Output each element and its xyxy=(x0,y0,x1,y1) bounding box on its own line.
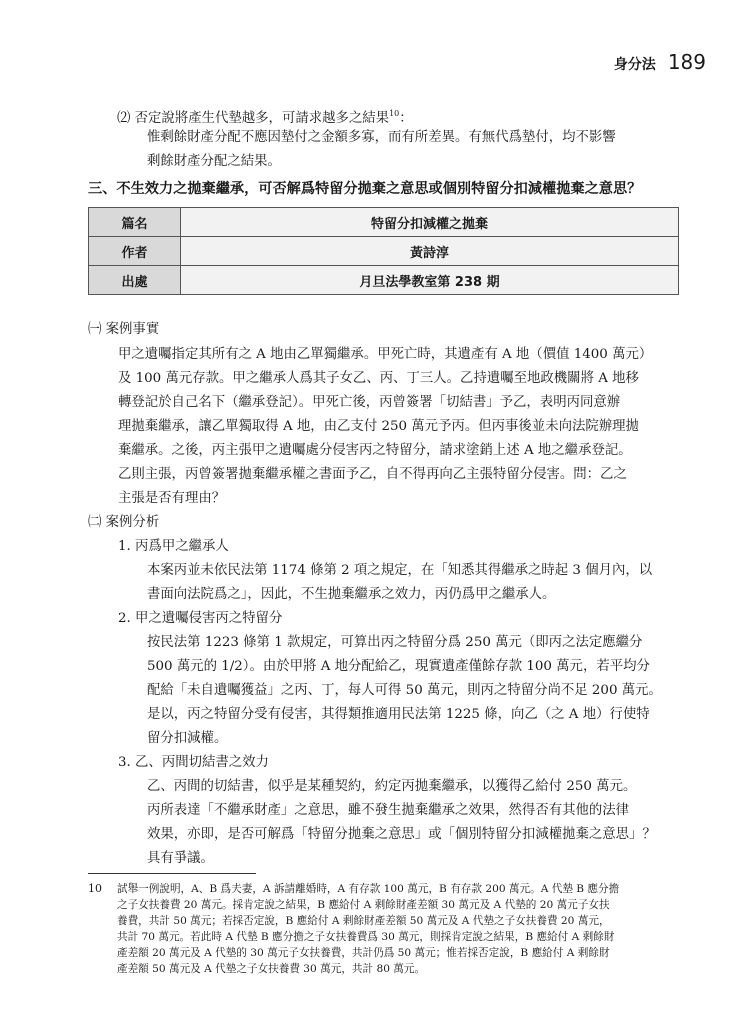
point-line: 是以，丙之特留分受有侵害，其得類推適用民法第 1225 條，向乙（之 A 地）行使特 xyxy=(147,707,650,722)
table-value: 月旦法學教室第 238 期 xyxy=(181,266,679,295)
point-line: 書面向法院爲之」，因此，不生拋棄繼承之效力，丙仍爲甲之繼承人。 xyxy=(147,587,556,602)
page-number: 189 xyxy=(667,50,706,74)
table-key: 出處 xyxy=(89,266,181,295)
facts-line: 轉登記於自己名下（繼承登記）。甲死亡後，丙曾簽署「切結書」予乙，表明丙同意辦 xyxy=(118,395,621,410)
footnote-line: 試舉一例說明，A、B 爲夫妻，A 訴請離婚時，A 有存款 100 萬元，B 有存款 200 萬元。A 代墊 B 應分擔 xyxy=(117,883,620,895)
point-line: 乙、丙間的切結書，似乎是某種契約，約定丙拋棄繼承，以獲得乙給付 250 萬元。 xyxy=(147,779,637,794)
running-header xyxy=(614,50,706,74)
footnote-ref[interactable]: 10 xyxy=(389,109,400,118)
point-line: 配給「未自遺囑獲益」之丙、丁，每人可得 50 萬元，則丙之特留分尚不足 200 萬元。 xyxy=(147,683,662,698)
section-title: 三、不生效力之拋棄繼承，可否解爲特留分拋棄之意思或個別特留分扣減權拋棄之意思？ xyxy=(88,181,642,197)
source-table xyxy=(88,207,679,295)
facts-line: 及 100 萬元存款。甲之繼承人爲其子女乙、丙、丁三人。乙持遺囑至地政機關將 A 地移 xyxy=(118,371,639,386)
item2-line3: 剩餘財產分配之結果。 xyxy=(147,154,281,169)
item2-label: ⑵ xyxy=(117,111,131,126)
table-row xyxy=(89,266,679,295)
point-title: 3. 乙、丙間切結書之效力 xyxy=(118,755,269,770)
table-row xyxy=(89,208,679,237)
point-line: 丙所表達「不繼承財產」之意思，雖不發生拋棄繼承之效果，然得否有其他的法律 xyxy=(147,803,630,818)
facts-line: 棄繼承。之後，丙主張甲之遺囑處分侵害丙之特留分，請求塗銷上述 A 地之繼承登記。 xyxy=(118,443,632,458)
point-line: 本案丙並未依民法第 1174 條第 2 項之規定，在「知悉其得繼承之時起 3 個月內，以 xyxy=(147,563,653,578)
table-row xyxy=(89,237,679,266)
table-value: 黃詩淳 xyxy=(181,237,679,266)
point-line: 具有爭議。 xyxy=(147,851,214,866)
footnote-line: 產差額 20 萬元及 A 代墊的 30 萬元子女扶養費，共計仍爲 50 萬元；惟若採否定說，B 應給付 A 剩餘財 xyxy=(117,947,610,959)
footnote-number: 10 xyxy=(88,882,102,895)
table-key: 篇名 xyxy=(89,208,181,237)
footnote-line: 產差額 50 萬元及 A 代墊之子女扶養費 30 萬元，共計 80 萬元。 xyxy=(117,963,426,975)
point-line: 效果，亦即，是否可解爲「特留分拋棄之意思」或「個別特留分扣減權拋棄之意思」？ xyxy=(147,827,656,842)
point-line: 500 萬元的 1/2）。由於甲將 A 地分配給乙，現實遺產僅餘存款 100 萬元，若平均分 xyxy=(147,659,650,674)
table-value: 特留分扣減權之拋棄 xyxy=(181,208,679,237)
facts-heading: ㈠ 案例事實 xyxy=(88,322,160,337)
footnote-line: 養費，共計 50 萬元；若採否定說，B 應給付 A 剩餘財產差額 50 萬元及 A 代墊之子女扶養費 20 萬元， xyxy=(117,915,610,927)
table-key: 作者 xyxy=(89,237,181,266)
header-law-name: 身分法 xyxy=(613,57,656,73)
footnote-divider xyxy=(88,873,256,874)
item2-line1 xyxy=(117,104,413,129)
footnote-line: 共計 70 萬元。若此時 A 代墊 B 應分擔之子女扶養費爲 30 萬元，則採肯定說之結果，B 應給付 A 剩餘財 xyxy=(117,931,615,943)
item2-line2: 惟剩餘財產分配不應因墊付之金額多寡，而有所差異。有無代爲墊付，均不影響 xyxy=(147,130,616,145)
point-line: 按民法第 1223 條第 1 款規定，可算出丙之特留分爲 250 萬元（即丙之法定應繼分 xyxy=(147,635,643,650)
facts-line: 主張是否有理由？ xyxy=(118,491,226,506)
footnote-line: 之子女扶養費 20 萬元。採肯定說之結果，B 應給付 A 剩餘財產差額 30 萬元及 A 代墊的 20 萬元子女扶 xyxy=(117,899,610,911)
facts-line: 理拋棄繼承，讓乙單獨取得 A 地，由乙支付 250 萬元予丙。但丙事後並未向法院辦理拋 xyxy=(118,419,639,434)
analysis-heading: ㈡ 案例分析 xyxy=(88,515,160,530)
point-title: 2. 甲之遺囑侵害丙之特留分 xyxy=(118,611,283,626)
point-line: 留分扣減權。 xyxy=(147,731,228,746)
item2-colon: ： xyxy=(399,111,413,126)
facts-line: 乙則主張，丙曾簽署拋棄繼承權之書面予乙，自不得再向乙主張特留分侵害。問：乙之 xyxy=(118,467,627,482)
item2-text: 否定說將產生代墊越多，可請求越多之結果 xyxy=(134,111,390,126)
point-title: 1. 丙爲甲之繼承人 xyxy=(118,539,229,554)
facts-line: 甲之遺囑指定其所有之 A 地由乙單獨繼承。甲死亡時，其遺產有 A 地（價值 1400 萬元） xyxy=(118,347,653,362)
